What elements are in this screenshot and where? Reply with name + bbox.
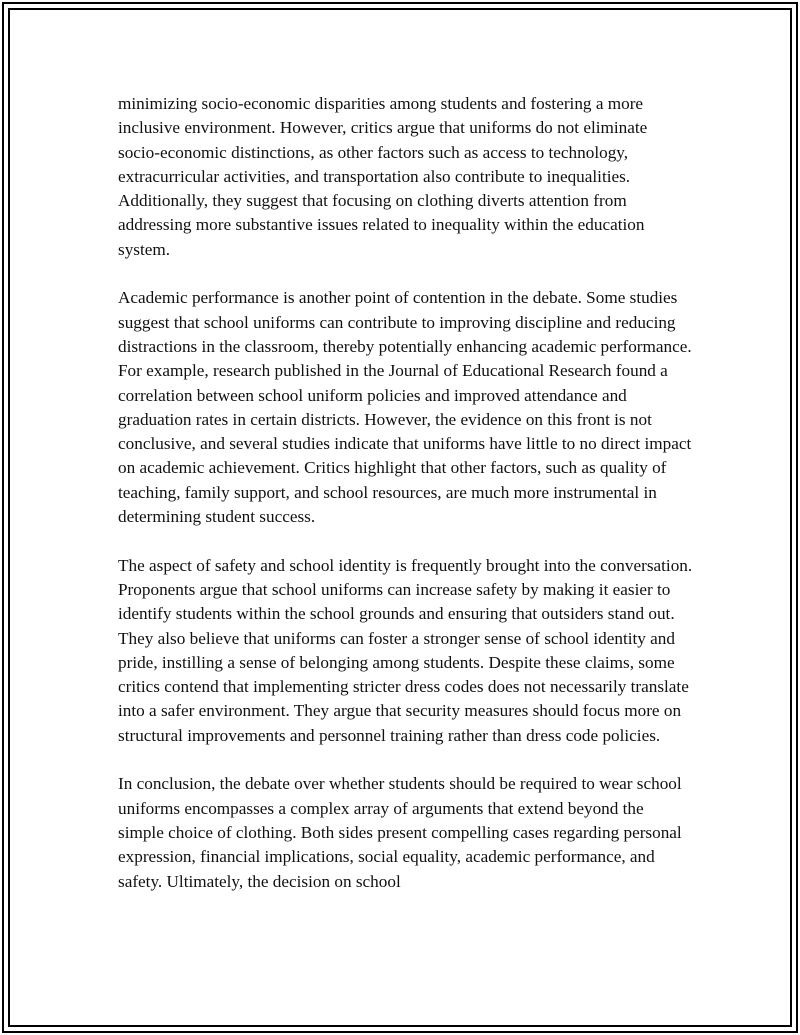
paragraph-conclusion: In conclusion, the debate over whether students should be required to wear school uniforms encompasses a complex array of arguments that extend beyond the simple choice of clothing. Both sides present compelling cases regarding personal expression, financial implications, social equality, academic performance, and safety. Ultimately, the decision on school	[118, 774, 682, 891]
document-body	[118, 92, 693, 894]
paragraph-socio-economic: minimizing socio-economic disparities among students and fostering a more inclusive environment. However, critics argue that uniforms do not eliminate socio-economic distinctions, as other factors such as access to technology, extracurricular activities, and transportation also contribute to inequalities. Additionally, they suggest that focusing on clothing diverts attention from addressing more substantive issues related to inequality within the education system.	[118, 94, 648, 259]
paragraph-academic-performance: Academic performance is another point of contention in the debate. Some studies suggest that school uniforms can contribute to improving discipline and reducing distractions in the classroom, thereby potentially enhancing academic performance. For example, research published in the Journal of Educational Research found a correlation between school uniform policies and improved attendance and graduation rates in certain districts. However, the evidence on this front is not conclusive, and several studies indicate that uniforms have little to no direct impact on academic achievement. Critics highlight that other factors, such as quality of teaching, family support, and school resources, are much more instrumental in determining student success.	[118, 288, 692, 527]
paragraph-safety-identity: The aspect of safety and school identity is frequently brought into the conversation. Proponents argue that school uniforms can increase safety by making it easier to identify students within the school grounds and ensuring that outsiders stand out. They also believe that uniforms can foster a stronger sense of school identity and pride, instilling a sense of belonging among students. Despite these claims, some critics contend that implementing stricter dress codes does not necessarily translate into a safer environment. They argue that security measures should focus more on structural improvements and personnel training rather than dress code policies.	[118, 555, 693, 745]
